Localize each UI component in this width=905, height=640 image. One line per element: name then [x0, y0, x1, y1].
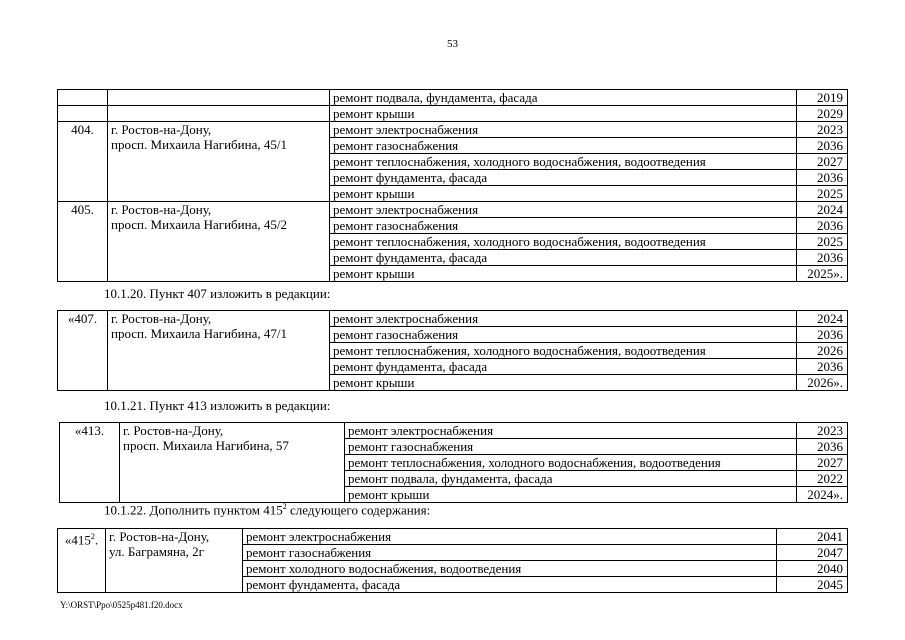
address-street: просп. Михаила Нагибина, 47/1: [111, 326, 287, 341]
address-city: г. Ростов-на-Дону,: [111, 202, 212, 217]
work-cell: ремонт крыши: [345, 487, 797, 503]
paragraph-text: следующего содержания:: [286, 502, 431, 518]
year-cell: 2022: [797, 471, 848, 487]
year-cell: 2023: [797, 122, 848, 138]
table-row: [58, 122, 848, 138]
number-cell: [58, 106, 108, 122]
year-cell: 2036: [797, 327, 848, 343]
work-cell: ремонт крыши: [330, 186, 797, 202]
year-cell: 2023: [797, 423, 848, 439]
work-cell: ремонт крыши: [330, 106, 797, 122]
address-city: г. Ростов-на-Дону,: [111, 311, 212, 326]
work-cell: ремонт газоснабжения: [330, 327, 797, 343]
address-street: просп. Михаила Нагибина, 45/1: [111, 137, 287, 152]
year-cell: 2040: [777, 561, 848, 577]
item-number: «$415^2$.: [58, 529, 106, 593]
work-cell: ремонт фундамента, фасада: [330, 170, 797, 186]
continuation-table: [57, 89, 848, 282]
year-cell: 2036: [797, 170, 848, 186]
superscript: 2: [90, 532, 95, 541]
year-cell: 2036: [797, 250, 848, 266]
work-cell: ремонт теплоснабжения, холодного водоснабжения, водоотведения: [330, 234, 797, 250]
year-cell: 2025: [797, 234, 848, 250]
address-cell: [108, 311, 330, 391]
work-cell: ремонт фундамента, фасада: [330, 359, 797, 375]
item-415-table: [57, 528, 848, 593]
year-cell: 2036: [797, 218, 848, 234]
year-cell: 2029: [797, 106, 848, 122]
file-path-footer: Y:\ORST\Ppo\0525p481.f20.docx: [60, 600, 183, 610]
address-cell: [108, 122, 330, 202]
address-city: г. Ростов-на-Дону,: [123, 423, 224, 438]
paragraph-text: 10.1.22. Дополнить пунктом 415: [104, 502, 283, 518]
year-cell: 2045: [777, 577, 848, 593]
table-row: [58, 106, 848, 122]
work-cell: ремонт газоснабжения: [330, 218, 797, 234]
work-cell: ремонт крыши: [330, 375, 797, 391]
item-number: 404.: [58, 122, 108, 202]
work-cell: ремонт фундамента, фасада: [243, 577, 777, 593]
work-cell: ремонт электроснабжения: [330, 122, 797, 138]
address-city: г. Ростов-на-Дону,: [111, 122, 212, 137]
table-row: [58, 311, 848, 327]
address-cell: [120, 423, 345, 503]
item-number: 405.: [58, 202, 108, 282]
table-row: [58, 202, 848, 218]
work-cell: ремонт электроснабжения: [330, 202, 797, 218]
work-cell: ремонт холодного водоснабжения, водоотведения: [243, 561, 777, 577]
year-cell: 2036: [797, 359, 848, 375]
number-cell: [58, 90, 108, 106]
table-row: [60, 423, 848, 439]
work-cell: ремонт электроснабжения: [330, 311, 797, 327]
work-cell: ремонт теплоснабжения, холодного водоснабжения, водоотведения: [345, 455, 797, 471]
table-row: [58, 529, 848, 545]
item-number: «407.: [58, 311, 108, 391]
work-cell: ремонт газоснабжения: [330, 138, 797, 154]
year-cell: 2025: [797, 186, 848, 202]
address-cell: [108, 202, 330, 282]
amendment-paragraph-407: 10.1.20. Пункт 407 изложить в редакции:: [104, 286, 331, 301]
year-cell: 2047: [777, 545, 848, 561]
work-cell: ремонт подвала, фундамента, фасада: [345, 471, 797, 487]
year-cell: 2041: [777, 529, 848, 545]
year-cell: 2036: [797, 439, 848, 455]
work-cell: ремонт крыши: [330, 266, 797, 282]
item-number: «413.: [60, 423, 120, 503]
year-cell: 2024: [797, 311, 848, 327]
amendment-paragraph-413: 10.1.21. Пункт 413 изложить в редакции:: [104, 398, 331, 413]
item-407-table: [57, 310, 848, 391]
year-cell: 2036: [797, 138, 848, 154]
year-cell: 2026».: [797, 375, 848, 391]
address-street: ул. Баграмяна, 2г: [109, 544, 205, 559]
address-city: г. Ростов-на-Дону,: [109, 529, 210, 544]
work-cell: ремонт теплоснабжения, холодного водоснабжения, водоотведения: [330, 343, 797, 359]
item-413-table: [59, 422, 848, 503]
work-cell: ремонт теплоснабжения, холодного водоснабжения, водоотведения: [330, 154, 797, 170]
year-cell: 2024».: [797, 487, 848, 503]
address-street: просп. Михаила Нагибина, 45/2: [111, 217, 287, 232]
year-cell: 2027: [797, 455, 848, 471]
address-cell: [108, 106, 330, 122]
address-cell: [108, 90, 330, 106]
table-row: [58, 90, 848, 106]
address-street: просп. Михаила Нагибина, 57: [123, 438, 289, 453]
work-cell: ремонт подвала, фундамента, фасада: [330, 90, 797, 106]
year-cell: 2025».: [797, 266, 848, 282]
year-cell: 2019: [797, 90, 848, 106]
address-cell: [106, 529, 243, 593]
work-cell: ремонт электроснабжения: [345, 423, 797, 439]
work-cell: ремонт газоснабжения: [243, 545, 777, 561]
work-cell: ремонт фундамента, фасада: [330, 250, 797, 266]
year-cell: 2026: [797, 343, 848, 359]
page-number: 53: [447, 38, 458, 50]
work-cell: ремонт газоснабжения: [345, 439, 797, 455]
year-cell: 2024: [797, 202, 848, 218]
amendment-paragraph-415: [104, 502, 430, 518]
superscript: 2: [282, 502, 287, 511]
work-cell: ремонт электроснабжения: [243, 529, 777, 545]
year-cell: 2027: [797, 154, 848, 170]
